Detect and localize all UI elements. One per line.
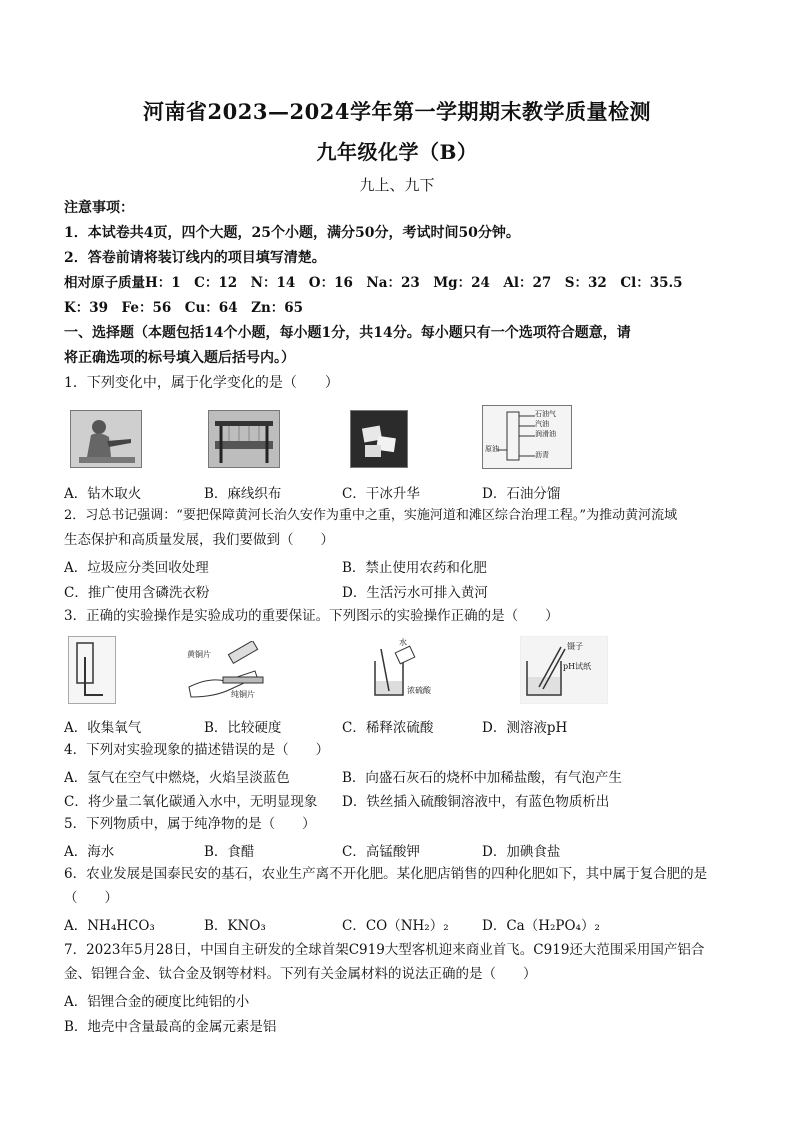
q6-option-b: B．KNO₃ — [204, 918, 266, 934]
q2-stem-line-2: 生态保护和高质量发展，我们要做到（ ） — [64, 532, 334, 548]
q7-stem-line-1: 7．2023年5月28日，中国自主研发的全球首架C919大型客机迎来商业首飞。C919还大范围采用国产铝合 — [64, 942, 705, 958]
section-1-line-2: 将正确选项的标号填入题后括号内。） — [64, 350, 295, 366]
section-1-line-1: 一、选择题（本题包括14个小题，每小题1分，共14分。每小题只有一个选项符合题意，请 — [64, 325, 631, 341]
q3-fig-label-conc-acid: 浓硫酸 — [407, 686, 431, 695]
q2-stem-line-1: 2．习总书记强调：“要把保障黄河长治久安作为重中之重，实施河道和滩区综合治理工程。”为推动黄河流域 — [64, 508, 678, 523]
q5-option-c: C．高锰酸钾 — [342, 844, 420, 860]
q3-stem: 3．正确的实验操作是实验成功的重要保证。下列图示的实验操作正确的是（ ） — [64, 608, 559, 624]
q3-option-c: C．稀释浓硫酸 — [342, 720, 434, 736]
q3-option-d: D．测溶液pH — [482, 720, 568, 736]
q3-figure-a-collect-oxygen — [68, 636, 116, 704]
atomic-mass-line-2: K：39 Fe：56 Cu：64 Zn：65 — [64, 300, 304, 316]
q1-fig-label-crude: 原油 — [485, 445, 499, 453]
q3-fig-label-copper: 纯铜片 — [231, 690, 255, 699]
q2-option-c: C．推广使用含磷洗衣粉 — [64, 585, 210, 601]
q7-stem-line-2: 金、铝锂合金、钛合金及钢等材料。下列有关金属材料的说法正确的是（ ） — [64, 966, 537, 982]
q3-fig-label-brass: 黄铜片 — [187, 650, 211, 659]
q1-fig-label-gas: 石油气 — [535, 410, 556, 418]
q3-fig-label-tweezers: 镊子 — [567, 642, 583, 651]
q1-fig-label-gasoline: 汽油 — [535, 420, 549, 428]
q3-fig-label-ph-paper: pH试纸 — [563, 662, 592, 671]
q6-stem-line-1: 6．农业发展是国泰民安的基石，农业生产离不开化肥。某化肥店销售的四种化肥如下，其中属于复合肥的是 — [64, 866, 708, 882]
notes-item-1: 1．本试卷共4页，四个大题，25个小题，满分50分，考试时间50分钟。 — [64, 225, 520, 241]
q2-option-d: D．生活污水可排入黄河 — [342, 585, 488, 601]
q2-option-b: B．禁止使用农药和化肥 — [342, 560, 487, 576]
q1-figure-d-oil-fractionation — [482, 405, 572, 469]
q1-option-a: A．钻木取火 — [64, 486, 142, 502]
q4-option-a: A．氢气在空气中燃烧，火焰呈淡蓝色 — [64, 770, 290, 786]
q7-option-a: A．铝锂合金的硬度比纯铝的小 — [64, 994, 250, 1010]
q1-option-d: D．石油分馏 — [482, 486, 561, 502]
q5-stem: 5．下列物质中，属于纯净物的是（ ） — [64, 816, 316, 832]
q3-figure-c-dilute-acid — [366, 636, 448, 704]
q1-stem: 1．下列变化中，属于化学变化的是（ ） — [64, 375, 339, 391]
q6-option-c: C．CO（NH₂）₂ — [342, 918, 449, 934]
q4-stem: 4．下列对实验现象的描述错误的是（ ） — [64, 742, 330, 758]
notes-heading: 注意事项： — [64, 200, 134, 216]
q4-option-c: C．将少量二氧化碳通入水中，无明显现象 — [64, 794, 318, 810]
q1-figure-b-weaving — [208, 410, 280, 468]
q7-option-b: B．地壳中含量最高的金属元素是铝 — [64, 1019, 277, 1035]
atomic-mass-line-1: 相对原子质量H：1 C：12 N：14 O：16 Na：23 Mg：24 Al：27 S：32 Cl：35.5 — [64, 275, 683, 291]
q1-figure-c-dry-ice — [350, 410, 408, 468]
q1-fig-label-asphalt: 沥青 — [535, 451, 549, 459]
q5-option-d: D．加碘食盐 — [482, 844, 561, 860]
exam-scope: 九上、九下 — [359, 176, 435, 194]
q3-option-b: B．比较硬度 — [204, 720, 282, 736]
q3-figure-d-ph-test — [520, 636, 608, 704]
q2-option-a: A．垃圾应分类回收处理 — [64, 560, 209, 576]
q1-option-c: C．干冰升华 — [342, 486, 420, 502]
q1-figure-a-drilling-wood — [70, 410, 142, 468]
q6-option-a: A．NH₄HCO₃ — [64, 918, 155, 934]
q5-option-b: B．食醋 — [204, 844, 255, 860]
exam-subtitle: 九年级化学（B） — [316, 140, 478, 164]
q3-figure-b-compare-hardness — [184, 640, 272, 704]
exam-title: 河南省2023—2024学年第一学期期末教学质量检测 — [143, 99, 651, 124]
q5-option-a: A．海水 — [64, 844, 115, 860]
q4-option-b: B．向盛石灰石的烧杯中加稀盐酸，有气泡产生 — [342, 770, 622, 786]
q1-fig-label-lubricant: 润滑油 — [535, 430, 556, 438]
q6-option-d: D．Ca（H₂PO₄）₂ — [482, 918, 600, 934]
q3-option-a: A．收集氧气 — [64, 720, 142, 736]
q1-option-b: B．麻线织布 — [204, 486, 282, 502]
notes-item-2: 2．答卷前请将装订线内的项目填写清楚。 — [64, 250, 326, 266]
q4-option-d: D．铁丝插入硫酸铜溶液中，有蓝色物质析出 — [342, 794, 610, 810]
q3-fig-label-water: 水 — [399, 638, 407, 647]
q6-stem-line-2: （ ） — [64, 890, 118, 906]
